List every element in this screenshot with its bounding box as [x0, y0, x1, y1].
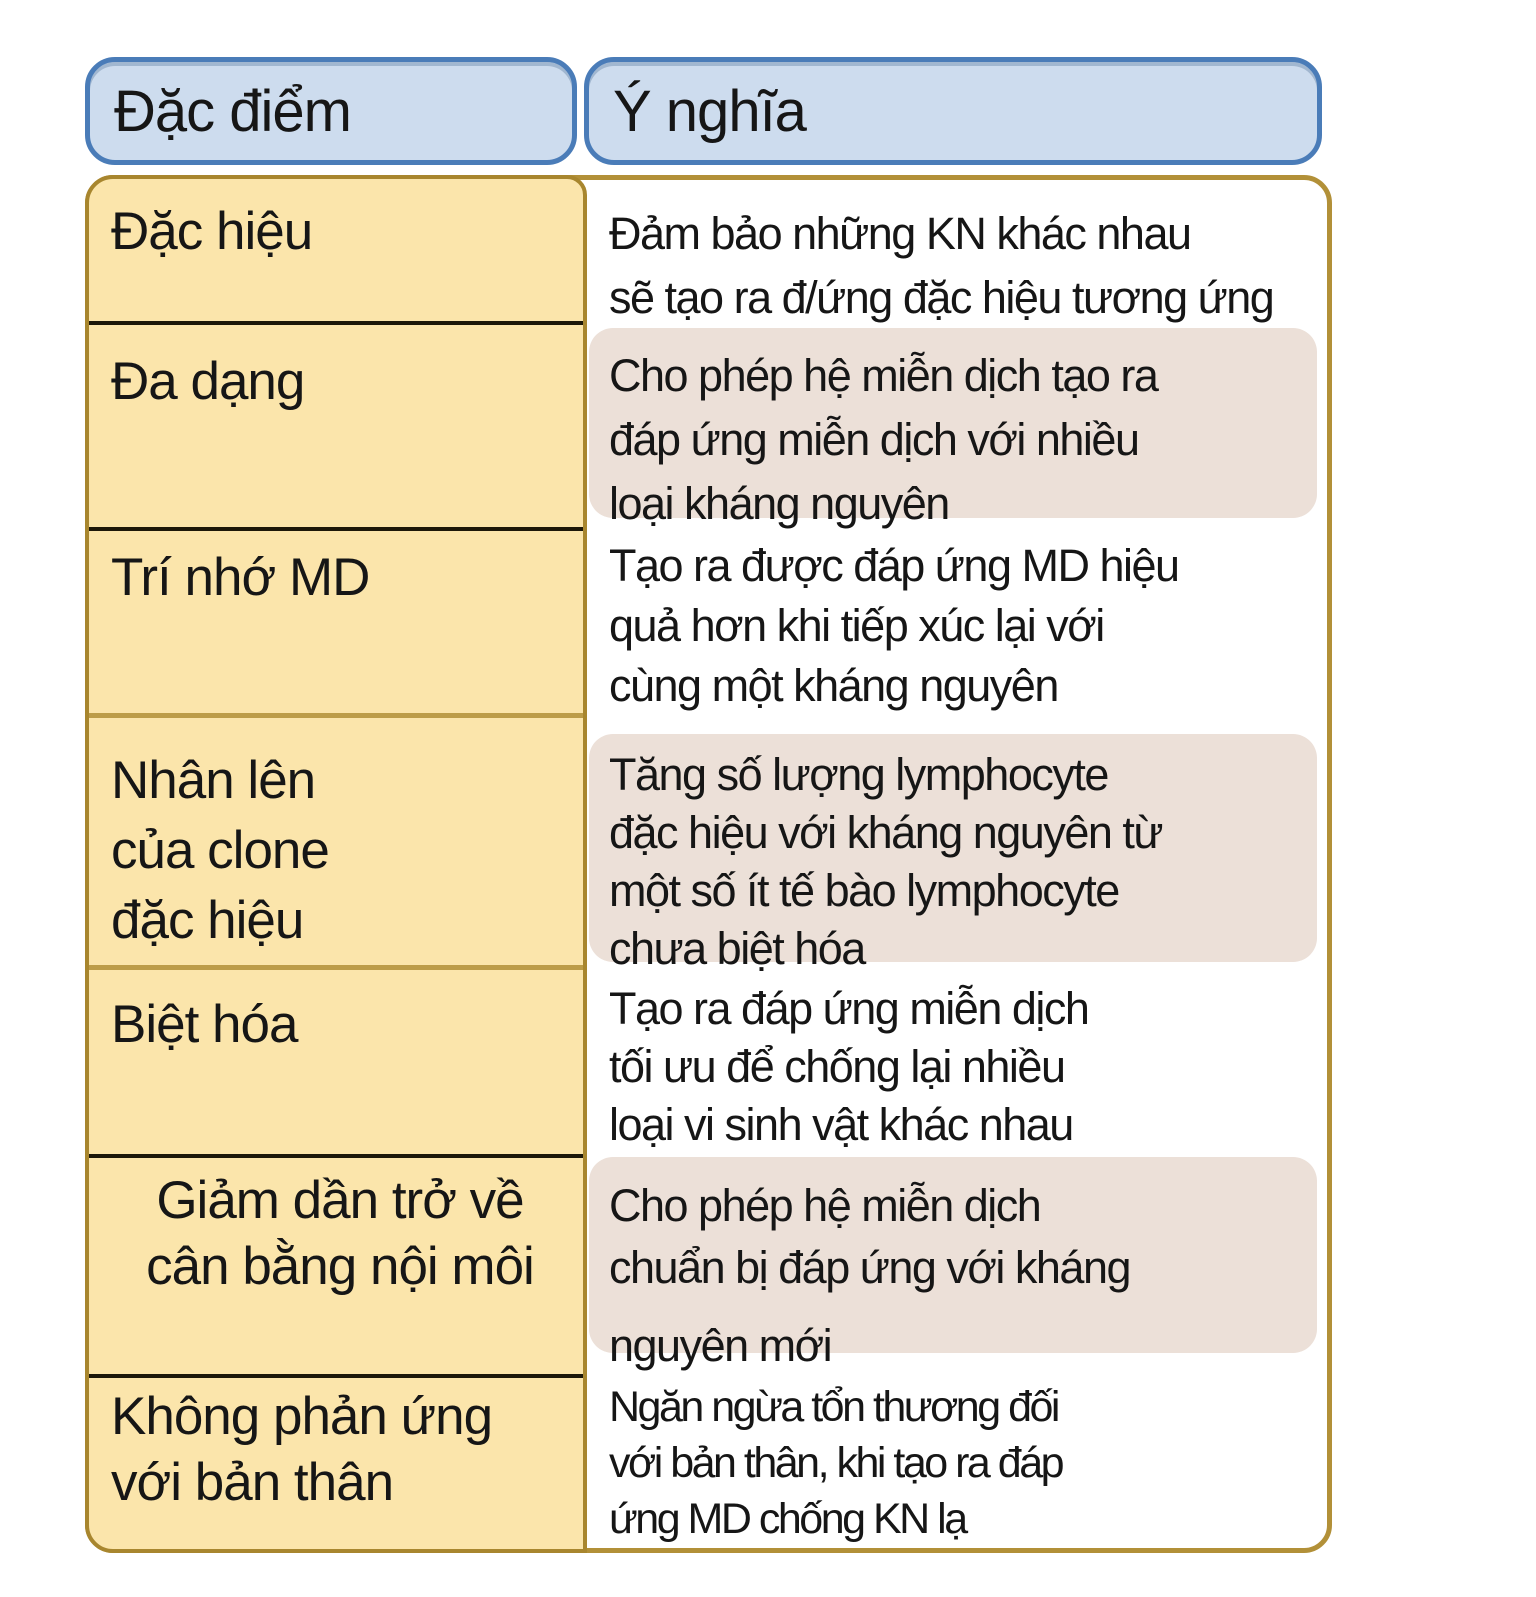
meaning-line: ứng MD chống KN lạ [609, 1495, 966, 1543]
meaning-cell [587, 714, 1327, 974]
header-cell-feature [85, 57, 577, 165]
feature-label [111, 1378, 583, 1516]
meaning-text [587, 528, 1327, 716]
feature-line: với bản thân [111, 1453, 394, 1512]
meaning-text [587, 966, 1327, 1154]
meaning-text [587, 714, 1327, 978]
meaning-line: Ngăn ngừa tổn thương đối [609, 1383, 1058, 1431]
feature-line: Đa dạng [111, 352, 305, 411]
meaning-line: quả hơn khi tiếp xúc lại với [609, 600, 1104, 651]
meaning-line: Tăng số lượng lymphocyte [609, 749, 1108, 800]
feature-line: Trí nhớ MD [111, 548, 370, 607]
feature-line: Biệt hóa [111, 995, 298, 1054]
feature-cell [89, 1154, 583, 1374]
header-label-meaning: Ý nghĩa [613, 78, 806, 144]
meaning-text [587, 1375, 1327, 1547]
meaning-line: Đảm bảo những KN khác nhau [609, 208, 1191, 259]
feature-cell [89, 1374, 583, 1547]
meaning-column [587, 180, 1327, 1548]
feature-line: của clone [111, 821, 329, 880]
meaning-line: sẽ tạo ra đ/ứng đặc hiệu tương ứng [609, 272, 1274, 323]
feature-label [111, 1158, 583, 1300]
feature-cell [89, 713, 583, 965]
meaning-line: Cho phép hệ miễn dịch [609, 1180, 1041, 1231]
meaning-text [587, 1155, 1327, 1377]
meaning-text [587, 180, 1327, 330]
feature-cell [89, 321, 583, 527]
meaning-line: với bản thân, khi tạo ra đáp [609, 1439, 1063, 1487]
header-label-feature: Đặc điểm [114, 78, 351, 144]
meaning-line: nguyên mới [609, 1320, 832, 1371]
feature-line: Nhân lên [111, 751, 316, 810]
meaning-cell [587, 966, 1327, 1155]
meaning-cell [587, 1375, 1327, 1548]
meaning-line: loại kháng nguyên [609, 478, 949, 529]
meaning-line: một số ít tế bào lymphocyte [609, 865, 1119, 916]
meaning-line: Cho phép hệ miễn dịch tạo ra [609, 350, 1158, 401]
meaning-line: Tạo ra được đáp ứng MD hiệu [609, 540, 1179, 591]
feature-line: Giảm dần trở về [156, 1171, 524, 1230]
meaning-cell [587, 180, 1327, 322]
meaning-cell [587, 528, 1327, 714]
meaning-line: loại vi sinh vật khác nhau [609, 1099, 1073, 1150]
meaning-line: Tạo ra đáp ứng miễn dịch [609, 983, 1089, 1034]
feature-line: Không phản ứng [111, 1387, 493, 1446]
feature-label [111, 970, 583, 1058]
feature-column [85, 175, 587, 1553]
meaning-line: cùng một kháng nguyên [609, 660, 1058, 711]
meaning-line: chưa biệt hóa [609, 923, 865, 974]
feature-line: Đặc hiệu [111, 202, 313, 261]
feature-label [111, 179, 583, 265]
table-header [85, 57, 1322, 165]
feature-line: đặc hiệu [111, 891, 304, 950]
feature-line: cân bằng nội môi [146, 1237, 534, 1296]
meaning-cell [587, 322, 1327, 528]
meaning-line: đặc hiệu với kháng nguyên từ [609, 807, 1163, 858]
meaning-line: chuẩn bị đáp ứng với kháng [609, 1242, 1131, 1293]
table-body [85, 175, 1332, 1553]
meaning-text [587, 322, 1327, 536]
feature-label [111, 718, 583, 956]
meaning-line: đáp ứng miễn dịch với nhiều [609, 414, 1139, 465]
feature-cell [89, 179, 583, 321]
feature-label [111, 531, 583, 611]
header-cell-meaning [584, 57, 1322, 165]
feature-cell [89, 965, 583, 1154]
meaning-line: tối ưu để chống lại nhiều [609, 1041, 1065, 1092]
feature-cell [89, 527, 583, 713]
meaning-cell [587, 1155, 1327, 1375]
feature-label [111, 325, 583, 415]
